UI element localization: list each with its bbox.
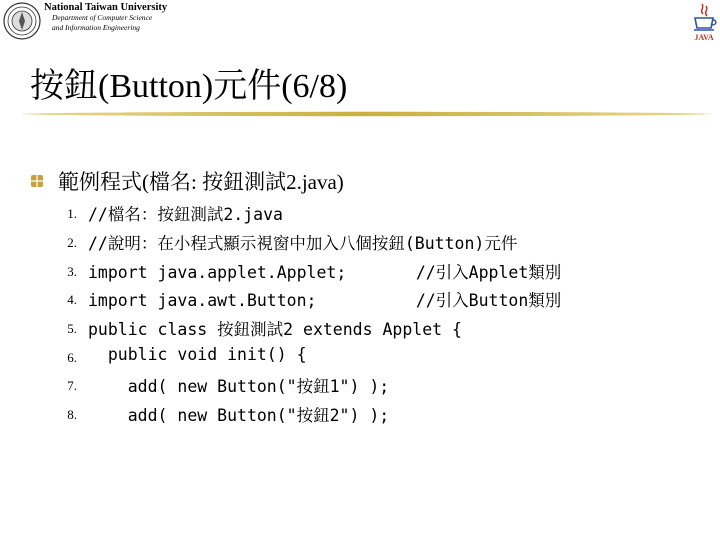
code-text: public class 按鈕測試2 extends Applet { [88, 320, 462, 339]
department-line-2: and Information Engineering [52, 23, 140, 32]
code-line [0, 399, 720, 427]
code-text: //說明：在小程式顯示視窗中加入八個按鈕(Button)元件 [88, 234, 518, 253]
line-number: 8. [67, 407, 77, 422]
title-divider [22, 110, 712, 118]
code-text: add( new Button("按鈕2") ); [88, 406, 390, 425]
code-text: import java.applet.Applet; //引入Applet類別 [88, 263, 562, 282]
line-number: 7. [67, 378, 77, 393]
code-line [0, 198, 720, 226]
line-number: 2. [67, 235, 77, 250]
code-line [0, 256, 720, 284]
code-line [0, 313, 720, 341]
code-text: //檔名：按鈕測試2.java [88, 205, 283, 224]
java-logo-text: JAVA [694, 33, 714, 42]
java-logo-icon [690, 2, 718, 42]
university-name: National Taiwan University [44, 2, 168, 13]
line-number: 5. [67, 321, 77, 336]
bullet-icon [30, 174, 44, 188]
line-number: 6. [67, 350, 77, 365]
line-number: 4. [67, 292, 77, 307]
line-number: 1. [67, 206, 77, 221]
code-line [0, 342, 720, 370]
university-seal-logo [3, 2, 41, 40]
code-line [0, 227, 720, 255]
bullet-text: 範例程式(檔名: 按鈕測試2.java) [58, 170, 344, 194]
code-text: import java.awt.Button; //引入Button類別 [88, 291, 562, 310]
code-text: add( new Button("按鈕1") ); [88, 377, 390, 396]
code-text: public void init() { [88, 345, 307, 364]
university-header [44, 2, 167, 33]
code-line [0, 370, 720, 398]
line-number: 3. [67, 264, 77, 279]
department-line-1: Department of Computer Science [52, 13, 153, 22]
code-line [0, 284, 720, 312]
slide-title: 按鈕(Button)元件(6/8) [30, 68, 348, 105]
bullet-item [30, 166, 344, 196]
